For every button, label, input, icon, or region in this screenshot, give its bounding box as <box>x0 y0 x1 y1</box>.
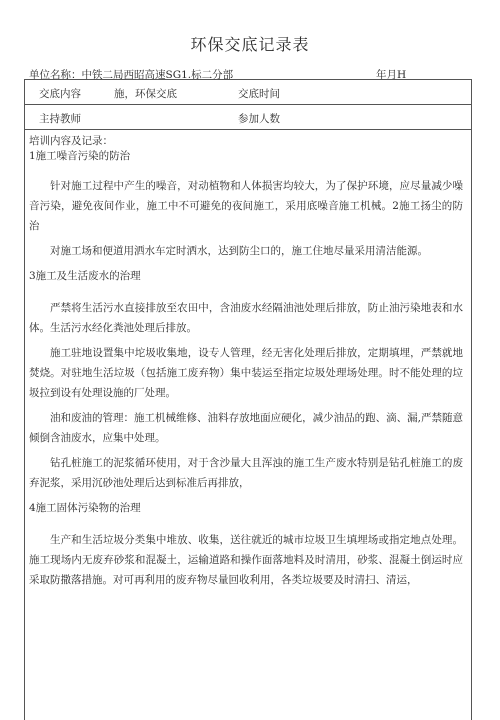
unit-name-value: 中铁二局西昭高速SG1.标二分部 <box>81 69 234 81</box>
attendees-label: 参加人数 <box>238 113 280 125</box>
section-1-heading: 1施工噪音污染的防治 <box>29 150 131 162</box>
section-3-heading: 3施工及生活废水的治理 <box>29 270 141 282</box>
content-value: 施，环保交底 <box>114 88 177 100</box>
training-content <box>29 134 463 590</box>
section-4-heading: 4施工固体污染物的治理 <box>29 502 141 514</box>
row-separator-2 <box>24 129 471 130</box>
section-3-paragraph-4: 钻孔桩施工的泥浆循环使用，对于含沙量大且浑浊的施工生产废水特别是钻孔桩施工的废弃泥浆，采用沉砂池处理后达到标准后再排放， <box>29 457 463 489</box>
section-3-paragraph-3: 油和废油的管理：施工机械维修、油料存放地面应硬化，减少油品的跑、滴、漏,严禁随意倾倒含油废水，应集中处理。 <box>29 412 463 444</box>
document-title: 环保交底记录表 <box>190 35 310 54</box>
content-label: 交底内容 <box>39 88 81 100</box>
section-4-paragraph: 生产和生活垃圾分类集中堆放、收集，送往就近的城市垃圾卫生填埋场或指定地点处理。施工现场内无废弃砂浆和混凝土，运输道路和操作面落地料及时清用，砂浆、混凝土倒运时应采取防撒落措施。对可再利用的废弃物尽量回收利用，各类垃圾要及时清扫、清运， <box>29 534 463 586</box>
unit-name-label: 单位名称： <box>29 69 82 81</box>
teacher-label: 主持教师 <box>39 113 81 125</box>
time-label: 交底时间 <box>238 88 280 100</box>
date-line: 年月H <box>376 69 407 81</box>
section-1-paragraph: 针对施工过程中产生的噪音，对动植物和人体损害均较大，为了保护环境，应尽量减少噪音污染，避免夜间作业，施工中不可避免的夜间施工，采用底噪音施工机械。2施工扬尘的防治 <box>29 180 463 232</box>
section-2-paragraph: 对施工场和便道用洒水车定时洒水，达到防尘口的，施工住地尽量采用清洁能源。 <box>50 245 428 257</box>
section-3-paragraph-2: 施工驻地设置集中坨圾收集地，设专人管理，经无害化处理后排放，定期填埋，严禁就地焚烧。对驻地生活垃圾（包括施工废弃物）集中装运至指定垃圾处理场处理。时不能处理的垃圾拉到设有处理设施的厂处理。 <box>29 347 463 399</box>
intro-heading: 培训内容及记录： <box>29 135 113 147</box>
row-separator-1 <box>24 104 471 105</box>
section-3-paragraph-1: 严禁将生活污水直接排放至农田中，含油废水经隔油池处理后排放，防止油污染地表和水体。生活污水经化粪池处理后排放。 <box>29 302 463 334</box>
